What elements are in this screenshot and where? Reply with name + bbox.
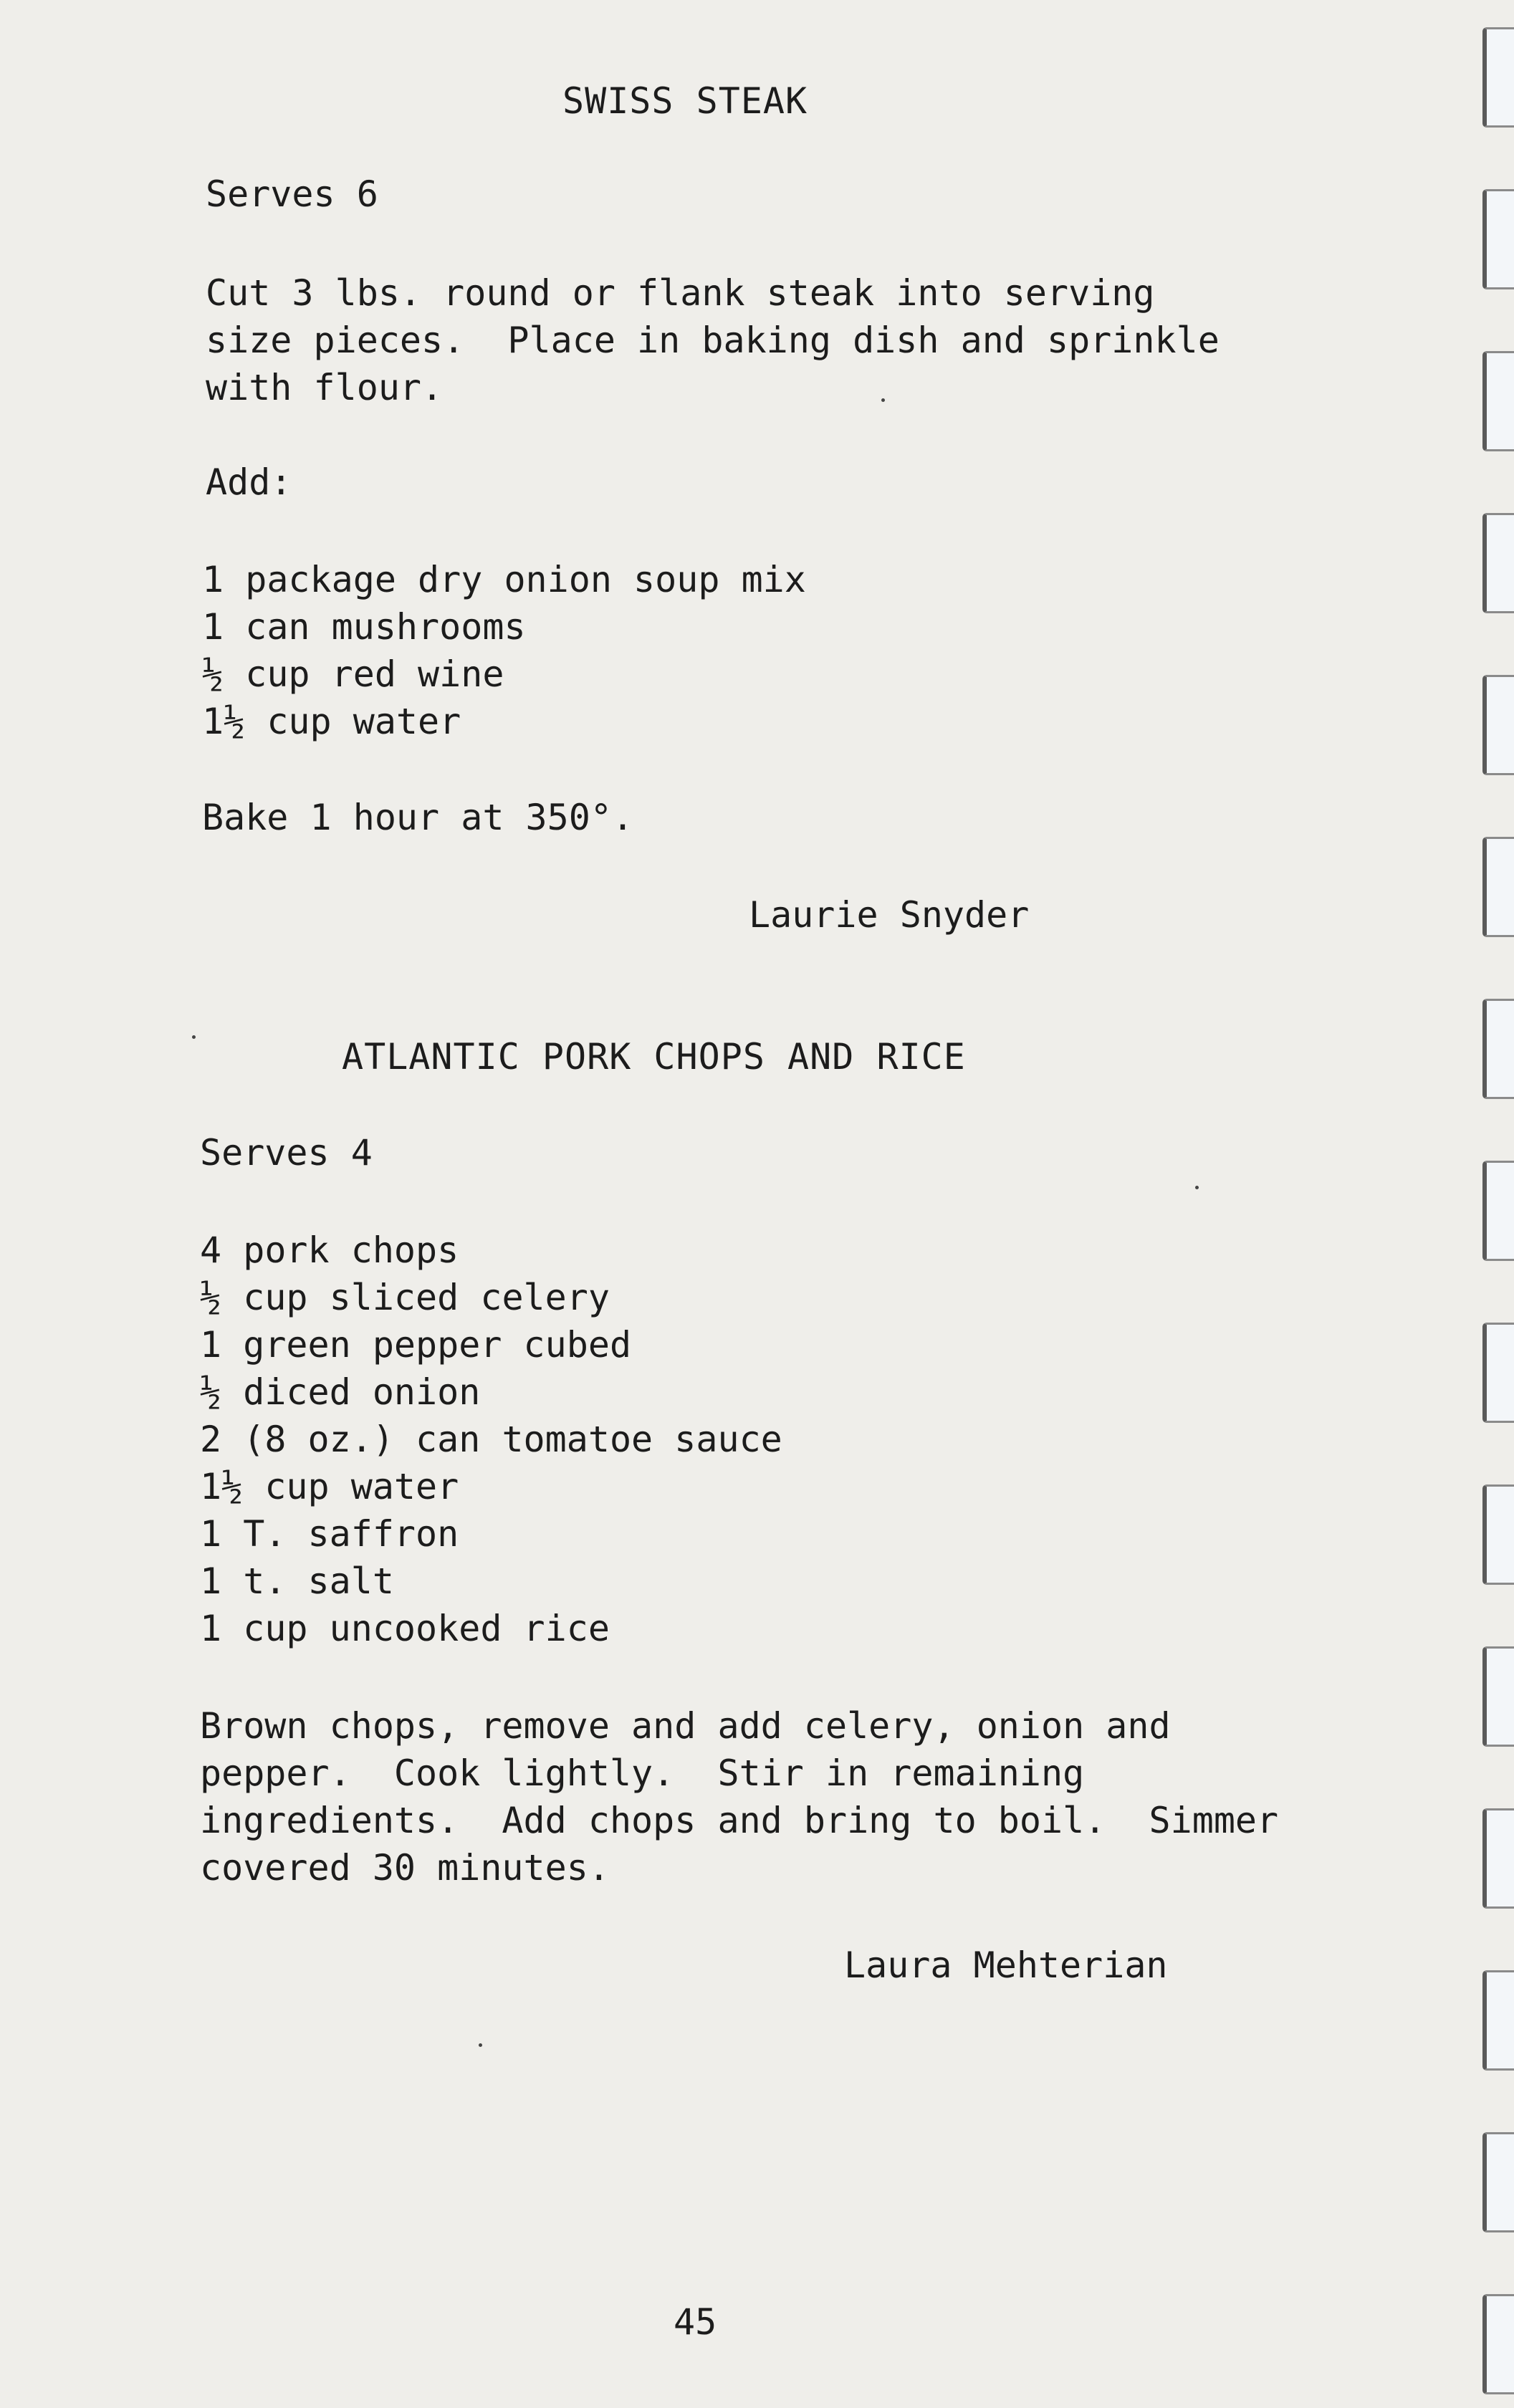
binding-hole <box>1482 837 1514 937</box>
paper-speck <box>479 2043 482 2047</box>
ingredient-line <box>200 1274 610 1321</box>
binding-hole <box>1482 513 1514 613</box>
recipe-author: Laurie Snyder <box>749 894 1030 936</box>
ingredient-text: cup uncooked rice <box>221 1608 610 1649</box>
ingredient-line <box>200 1558 394 1605</box>
recipe-title: SWISS STEAK <box>562 80 808 122</box>
binding-hole <box>1482 1484 1514 1585</box>
ingredient-qty: 1 <box>202 606 224 648</box>
binding-hole <box>1482 2132 1514 2232</box>
paper-speck <box>192 1035 196 1039</box>
ingredient-line <box>202 603 526 651</box>
ingredient-qty: ½ <box>200 1277 222 1318</box>
recipe-title: ATLANTIC PORK CHOPS AND RICE <box>342 1036 966 1078</box>
ingredient-text: green pepper cubed <box>221 1324 632 1366</box>
page-number: 45 <box>674 2301 717 2343</box>
ingredient-text: (8 oz.) can tomatoe sauce <box>221 1419 782 1460</box>
ingredient-qty: 1½ <box>202 701 246 742</box>
recipe-author: Laura Mehterian <box>844 1944 1168 1986</box>
ingredient-text: diced onion <box>221 1371 481 1413</box>
ingredient-text: T. saffron <box>221 1513 459 1555</box>
ingredient-line <box>200 1321 631 1368</box>
spiral-binding <box>1471 0 1514 2408</box>
ingredient-line <box>202 556 806 603</box>
paper-speck <box>1195 1186 1199 1189</box>
ingredient-line <box>200 1368 480 1416</box>
intro-line: Cut 3 lbs. round or flank steak into serving <box>206 272 1155 314</box>
intro-line: size pieces. Place in baking dish and sprinkle <box>206 320 1220 361</box>
ingredient-qty: 1 <box>200 1608 222 1649</box>
ingredient-text: cup water <box>243 1466 459 1507</box>
binding-hole <box>1482 675 1514 775</box>
ingredient-text: can mushrooms <box>224 606 526 648</box>
binding-hole <box>1482 351 1514 451</box>
ingredient-line <box>200 1227 459 1274</box>
ingredient-qty: 1 <box>200 1324 222 1366</box>
ingredient-line <box>200 1605 610 1652</box>
binding-hole <box>1482 1808 1514 1909</box>
directions-line: ingredients. Add chops and bring to boil. Simmer <box>200 1800 1279 1841</box>
binding-hole <box>1482 27 1514 128</box>
binding-hole <box>1482 999 1514 1099</box>
ingredient-qty: 1 <box>200 1560 222 1602</box>
ingredient-line <box>200 1510 459 1558</box>
ingredient-qty: 4 <box>200 1229 222 1271</box>
binding-hole <box>1482 1646 1514 1747</box>
directions-line: Brown chops, remove and add celery, onion and <box>200 1705 1171 1747</box>
ingredient-text: t. salt <box>221 1560 394 1602</box>
add-label: Add: <box>206 461 292 503</box>
ingredient-qty: 1½ <box>200 1466 244 1507</box>
intro-line: with flour. <box>206 367 444 408</box>
ingredient-qty: 1 <box>202 559 224 600</box>
serves-text: Serves 6 <box>206 173 378 215</box>
ingredient-qty: ½ <box>200 1371 222 1413</box>
ingredient-text: cup red wine <box>224 653 504 695</box>
paper-speck <box>881 398 885 402</box>
ingredient-text: pork chops <box>221 1229 459 1271</box>
directions-line: pepper. Cook lightly. Stir in remaining <box>200 1752 1085 1794</box>
binding-hole <box>1482 1970 1514 2071</box>
ingredient-line <box>202 698 461 745</box>
binding-hole <box>1482 189 1514 289</box>
directions-line: covered 30 minutes. <box>200 1847 610 1889</box>
ingredient-qty: ½ <box>202 653 224 695</box>
ingredient-line <box>200 1416 782 1463</box>
binding-hole <box>1482 1323 1514 1423</box>
ingredient-line <box>200 1463 459 1510</box>
ingredient-text: package dry onion soup mix <box>224 559 806 600</box>
serves-text: Serves 4 <box>200 1132 373 1174</box>
ingredient-qty: 1 <box>200 1513 222 1555</box>
ingredient-text: cup water <box>245 701 461 742</box>
ingredient-line <box>202 651 504 698</box>
binding-hole <box>1482 1161 1514 1261</box>
ingredient-qty: 2 <box>200 1419 222 1460</box>
binding-hole <box>1482 2294 1514 2394</box>
ingredient-text: cup sliced celery <box>221 1277 610 1318</box>
directions-line: Bake 1 hour at 350°. <box>202 797 634 838</box>
